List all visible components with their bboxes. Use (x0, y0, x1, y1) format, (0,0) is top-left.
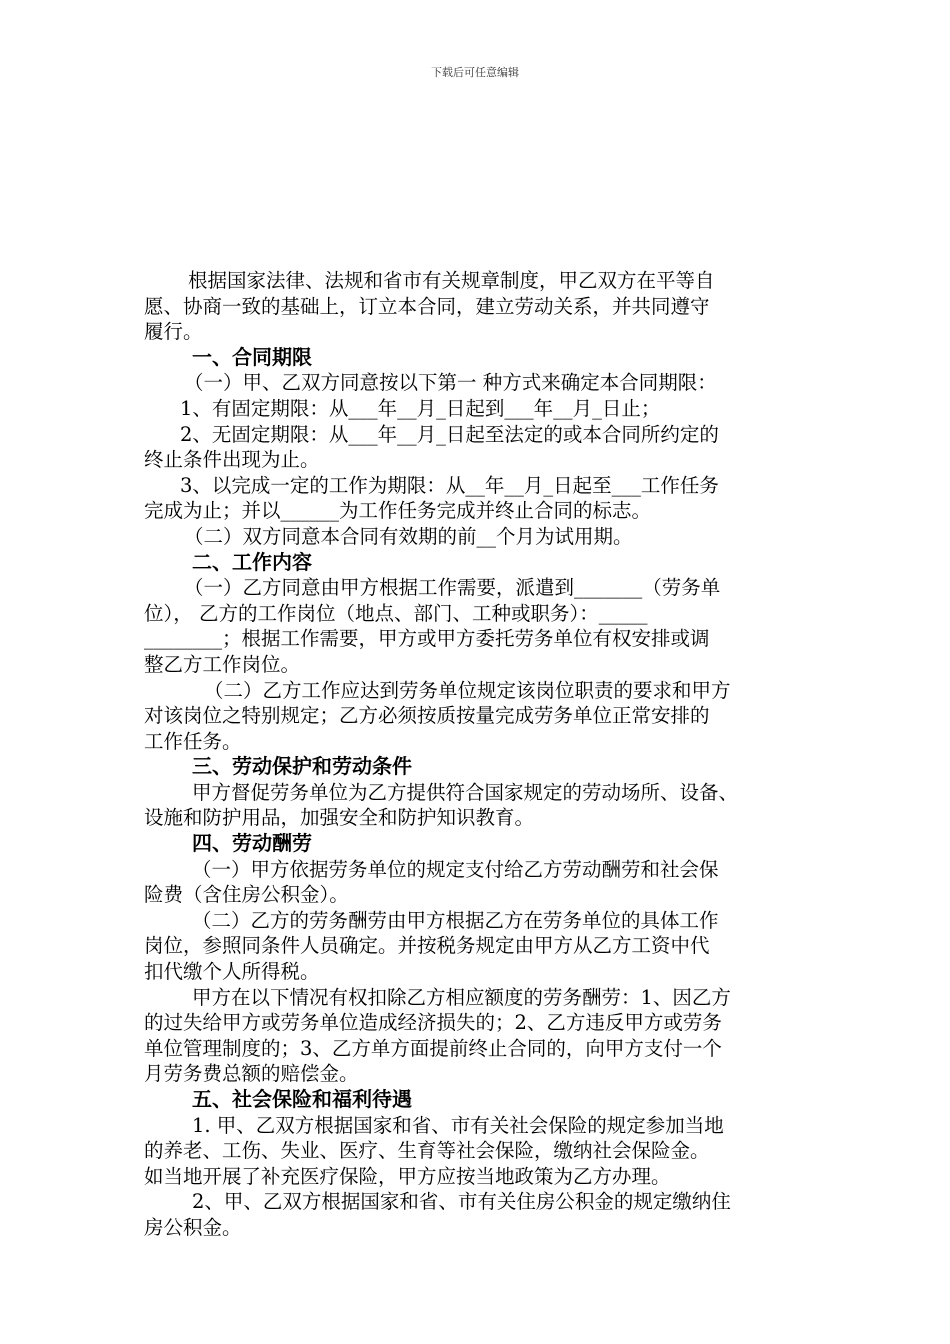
paragraph-line: 险费（含住房公积金）。 (144, 883, 349, 907)
contract-body (144, 268, 809, 1241)
paragraph-line: ________；根据工作需要，甲方或甲方委托劳务单位有权安排或调 (144, 627, 710, 651)
paragraph-line: 根据国家法律、法规和省市有关规章制度，甲乙双方在平等自 (188, 269, 715, 292)
paragraph-line: （一）甲、乙双方同意按以下第一 种方式来确定本合同期限： (184, 371, 717, 395)
paragraph-line: 愿、协商一致的基础上，订立本合同，建立劳动关系，并共同遵守 (144, 294, 710, 318)
paragraph-line: 完成为止；并以______为工作任务完成并终止合同的标志。 (144, 499, 652, 523)
paragraph-line: 3、以完成一定的工作为期限：从__年__月_日起至___工作任务 (180, 473, 719, 497)
paragraph-line: 月劳务费总额的赔偿金。 (144, 1062, 359, 1086)
paragraph-line: 位）， 乙方的工作岗位（地点、部门、工种或职务）：_____ (144, 601, 648, 625)
paragraph-line: （二）双方同意本合同有效期的前__个月为试用期。 (184, 524, 633, 548)
paragraph-line: 整乙方工作岗位。 (144, 652, 301, 676)
paragraph-line: 2、无固定期限：从___年__月_日起至法定的或本合同所约定的 (180, 422, 719, 446)
paragraph-line: （一）乙方同意由甲方根据工作需要，派遣到_______（劳务单 (184, 576, 721, 600)
paragraph-line: 工作任务。 (144, 729, 242, 753)
section-heading-protection: 三、劳动保护和劳动条件 (192, 754, 412, 779)
page-header-note: 下载后可任意编辑 (431, 66, 519, 79)
section-heading-work: 二、工作内容 (192, 549, 312, 574)
paragraph-line: （二）乙方的劳务酬劳由甲方根据乙方在劳务单位的具体工作 (192, 908, 719, 932)
paragraph-line: 2、甲、乙双方根据国家和省、市有关住房公积金的规定缴纳住 (192, 1190, 731, 1214)
paragraph-line: 的过失给甲方或劳务单位造成经济损失的；2、乙方违反甲方或劳务 (144, 1011, 722, 1035)
paragraph-line: 1. 甲、乙双方根据国家和省、市有关社会保险的规定参加当地 (192, 1113, 724, 1137)
paragraph-line: （一）甲方依据劳务单位的规定支付给乙方劳动酬劳和社会保 (192, 857, 719, 881)
paragraph-line: 的养老、工伤、失业、医疗、生育等社会保险，缴纳社会保险金。 (144, 1139, 710, 1163)
paragraph-line: 对该岗位之特别规定；乙方必须按质按量完成劳务单位正常安排的 (144, 704, 710, 728)
paragraph-line: 扣代缴个人所得税。 (144, 960, 320, 984)
paragraph-line: （二）乙方工作应达到劳务单位规定该岗位职责的要求和甲方 (204, 678, 731, 702)
paragraph-line: 岗位，参照同条件人员确定。并按税务规定由甲方从乙方工资中代 (144, 934, 710, 958)
paragraph-line: 终止条件出现为止。 (144, 448, 320, 472)
paragraph-line: 房公积金。 (144, 1215, 242, 1239)
paragraph-line: 1、有固定期限：从___年__月_日起到___年__月_日止； (180, 396, 661, 420)
paragraph-line: 履行。 (144, 320, 203, 344)
section-heading-insurance: 五、社会保险和福利待遇 (192, 1087, 412, 1111)
paragraph-line: 甲方在以下情况有权扣除乙方相应额度的劳务酬劳：1、因乙方 (192, 985, 731, 1009)
paragraph-line: 设施和防护用品，加强安全和防护知识教育。 (144, 806, 535, 830)
section-heading-pay: 四、劳动酬劳 (192, 831, 312, 856)
paragraph-line: 单位管理制度的；3、乙方单方面提前终止合同的，向甲方支付一个 (144, 1036, 722, 1060)
paragraph-line: 甲方督促劳务单位为乙方提供符合国家规定的劳动场所、设备、 (192, 780, 739, 804)
paragraph-line: 如当地开展了补充医疗保险，甲方应按当地政策为乙方办理。 (144, 1164, 671, 1188)
section-heading-term: 一、合同期限 (192, 344, 312, 369)
